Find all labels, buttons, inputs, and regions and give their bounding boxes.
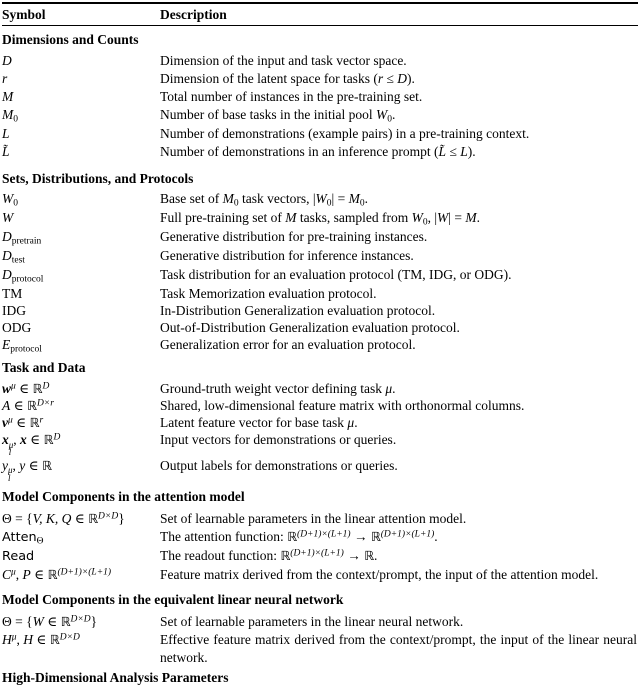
table-body xyxy=(2,31,640,687)
description-cell: Number of demonstrations in an inference prompt (L̃ ≤ L). xyxy=(160,144,476,160)
symbol-cell: TM xyxy=(2,286,23,302)
math-segment-cal: E xyxy=(2,337,11,353)
table-row xyxy=(2,190,640,209)
table-row xyxy=(2,528,640,547)
description-cell: Latent feature vector for base task μ. xyxy=(160,415,358,431)
math-segment-bb: ℝ xyxy=(29,415,40,431)
math-segment-sub: 0 xyxy=(13,198,18,209)
description-cell: Dimension of the latent space for tasks (r ≤ D). xyxy=(160,71,415,87)
symbol-cell: Θ = {W ∈ ℝ$^{D\times D}$} xyxy=(2,614,98,630)
symbol-cell xyxy=(2,209,160,228)
math-segment-i: A xyxy=(2,398,11,414)
table-row xyxy=(2,547,640,566)
table-row xyxy=(2,510,640,528)
math-segment-cal: D xyxy=(2,248,12,264)
symbol-cell: Θ = {V, K, Q ∈ ℝ$^{D\times D}$} xyxy=(2,511,125,527)
table-section xyxy=(2,170,640,355)
table-row xyxy=(2,88,640,106)
math-segment-bb: ℝ xyxy=(49,632,60,648)
description-cell: Dimension of the input and task vector space. xyxy=(160,53,407,69)
math-segment-stack xyxy=(8,439,14,458)
math-segment-cal: W xyxy=(411,210,423,226)
math-segment-cal: W xyxy=(375,107,388,123)
section-title: Model Components in the attention model xyxy=(2,489,245,505)
description-cell: Effective feature matrix derived from the context/prompt, the input of the linear neural network. xyxy=(160,632,637,666)
math-segment-i: D xyxy=(397,71,408,87)
math-segment-sub: 0 xyxy=(326,198,332,209)
math-segment-sub: protocol xyxy=(11,274,44,285)
symbol-cell xyxy=(2,247,160,266)
table-row xyxy=(2,70,640,88)
math-segment-cal: W xyxy=(315,191,327,207)
math-segment-supi: μ xyxy=(11,632,17,643)
symbol-cell xyxy=(2,190,160,209)
math-segment-i: V, K, Q xyxy=(32,511,72,527)
math-segment-i: M xyxy=(2,107,14,123)
stack-sub: l xyxy=(8,447,12,458)
math-segment-bb: ℝ xyxy=(370,529,381,545)
math-segment-i: L̃ xyxy=(2,144,10,160)
symbol-cell xyxy=(2,547,160,566)
math-segment-i: r xyxy=(377,71,384,87)
table-row xyxy=(2,209,640,228)
symbol-cell: y μ l , y ∈ ℝ xyxy=(2,457,52,483)
description-cell: Set of learnable parameters in the linear neural network. xyxy=(160,614,464,630)
description-cell: Number of demonstrations (example pairs) in a pre-training context. xyxy=(160,126,530,142)
table-row xyxy=(2,336,640,355)
symbol-cell: $H^\mu$, H ∈ ℝ$^{D\times D}$ xyxy=(2,632,80,648)
math-segment-bi: v xyxy=(2,415,8,431)
section-rows xyxy=(2,190,640,355)
section-title: Model Components in the equivalent linear neural network xyxy=(2,592,344,608)
math-segment-sub: test xyxy=(11,255,25,266)
table-row xyxy=(2,457,640,483)
math-segment-supi: D×D xyxy=(70,614,91,625)
symbol-cell: IDG xyxy=(2,303,26,319)
math-segment-i: μ xyxy=(347,415,355,431)
table-row xyxy=(2,613,640,631)
math-segment-i: C xyxy=(2,567,12,583)
math-segment-i: μ xyxy=(385,381,393,397)
description-cell: In-Distribution Generalization evaluation protocol. xyxy=(160,303,436,319)
description-cell: Set of learnable parameters in the linear attention model. xyxy=(160,511,467,527)
description-cell: Base set of M0 task vectors, |W0| = M0. xyxy=(160,191,368,209)
symbol-cell xyxy=(2,70,160,88)
table-section xyxy=(2,488,640,584)
table-row xyxy=(2,302,640,319)
description-cell: Task Memorization evaluation protocol. xyxy=(160,286,377,302)
table-row xyxy=(2,431,640,457)
math-segment-supi: (D+1)×(L+1) xyxy=(57,567,112,578)
table-row xyxy=(2,266,640,285)
description-cell: The attention function: ℝ$^{(D+1)\times(L+1)}$ → ℝ$^{(D+1)\times(L+1)}$. xyxy=(160,529,438,545)
description-cell: Shared, low-dimensional feature matrix with orthonormal columns. xyxy=(160,398,525,414)
description-cell: Number of base tasks in the initial pool W0. xyxy=(160,107,396,125)
math-segment-i: H xyxy=(2,632,12,648)
math-segment-supi: D×D xyxy=(98,511,119,522)
table-row xyxy=(2,397,640,414)
math-segment-supi: (D+1)×(L+1) xyxy=(297,529,351,540)
math-segment-i: H xyxy=(23,632,34,648)
math-segment-supi: (D+1)×(L+1) xyxy=(290,548,344,559)
math-segment-supi: D xyxy=(53,432,61,443)
symbol-cell xyxy=(2,528,160,547)
symbol-cell: x μ l , x ∈ ℝ$^D$ xyxy=(2,432,61,458)
description-cell: Full pre-training set of M tasks, sampled from W0, |W| = M. xyxy=(160,210,480,228)
description-cell: Generative distribution for pre-training instances. xyxy=(160,229,428,245)
table-row xyxy=(2,143,640,161)
stack-sup: μ xyxy=(8,465,13,476)
math-segment-bi: x xyxy=(2,432,9,448)
math-segment-i: L xyxy=(2,126,10,142)
math-segment-i: M xyxy=(465,210,477,226)
math-segment-i: P xyxy=(22,567,31,583)
symbol-cell xyxy=(2,266,160,285)
description-cell: Generative distribution for inference instances. xyxy=(160,248,414,264)
math-segment-supi: μ xyxy=(8,415,13,426)
math-segment-bb: ℝ xyxy=(280,548,291,564)
math-segment-supi: r xyxy=(39,415,44,426)
table-row xyxy=(2,125,640,143)
math-segment-cal: D xyxy=(2,267,12,283)
symbol-cell: $w^\mu$ ∈ ℝ$^D$ xyxy=(2,381,50,397)
symbol-cell: $v^\mu$ ∈ ℝ$^r$ xyxy=(2,415,44,431)
table-section xyxy=(2,31,640,161)
symbol-cell: A ∈ ℝ$^{D\times r}$ xyxy=(2,398,54,414)
math-segment-cal: W xyxy=(437,210,449,226)
math-segment-sub: 0 xyxy=(359,198,365,209)
math-segment-sub: protocol xyxy=(10,344,42,355)
math-segment-bb: ℝ xyxy=(43,432,54,448)
math-segment-sub: Θ xyxy=(36,536,44,547)
column-header-symbol: Symbol xyxy=(2,7,46,22)
description-cell: Total number of instances in the pre-training set. xyxy=(160,89,423,105)
math-segment-bb: ℝ xyxy=(364,548,374,564)
symbol-cell xyxy=(2,228,160,247)
math-segment-bb: ℝ xyxy=(32,381,43,397)
table-row xyxy=(2,380,640,397)
section-rows xyxy=(2,613,640,667)
math-segment-supi: D×D xyxy=(59,632,80,643)
header-rule xyxy=(2,25,638,26)
math-segment-sf: Atten xyxy=(2,530,37,546)
section-rows xyxy=(2,510,640,584)
math-segment-i: r xyxy=(2,71,8,87)
math-segment-i: W xyxy=(32,614,44,630)
math-segment-bb: ℝ xyxy=(42,457,52,473)
table-row xyxy=(2,319,640,336)
section-title: Dimensions and Counts xyxy=(2,32,139,48)
math-segment-stack xyxy=(8,467,13,482)
math-segment-i: D xyxy=(2,53,12,69)
description-cell: Ground-truth weight vector defining task μ. xyxy=(160,381,396,397)
math-segment-sf: Read xyxy=(2,549,35,565)
stack-sup: μ xyxy=(8,439,14,450)
section-title: Sets, Distributions, and Protocols xyxy=(2,171,194,187)
table-section xyxy=(2,359,640,482)
math-segment-i: M xyxy=(222,191,234,207)
math-segment-cal: D xyxy=(2,229,12,245)
description-cell: Task distribution for an evaluation protocol (TM, IDG, or ODG). xyxy=(160,267,512,283)
math-segment-sub: pretrain xyxy=(11,236,42,247)
table-row xyxy=(2,566,640,584)
math-segment-bb: ℝ xyxy=(60,614,71,630)
table-section xyxy=(2,591,640,667)
math-segment-supi: μ xyxy=(11,567,16,578)
table-row xyxy=(2,631,640,667)
description-cell: Input vectors for demonstrations or queries. xyxy=(160,432,397,448)
table-row xyxy=(2,247,640,266)
description-cell: Generalization error for an evaluation protocol. xyxy=(160,337,416,353)
symbol-cell xyxy=(2,143,160,161)
stack-sub: l xyxy=(8,472,11,483)
symbol-cell xyxy=(2,336,160,355)
section-rows xyxy=(2,52,640,161)
math-segment-i: y xyxy=(2,457,8,473)
table-header-row xyxy=(2,4,640,25)
math-segment-i: M xyxy=(2,89,14,105)
math-segment-bb: ℝ xyxy=(47,567,58,583)
math-segment-cal: W xyxy=(2,191,14,207)
math-segment-i: L xyxy=(460,144,468,160)
section-title: Task and Data xyxy=(2,360,86,376)
math-segment-supi: (D+1)×(L+1) xyxy=(380,529,435,540)
symbol-cell xyxy=(2,88,160,106)
section-title: High-Dimensional Analysis Parameters xyxy=(2,670,229,686)
notation-table-page xyxy=(0,2,640,686)
math-segment-bi: w xyxy=(2,381,12,397)
math-segment-i: y xyxy=(19,457,26,473)
symbol-cell: ODG xyxy=(2,320,32,336)
math-segment-i: M xyxy=(285,210,297,226)
symbol-cell xyxy=(2,125,160,143)
table-row xyxy=(2,414,640,431)
math-segment-bb: ℝ xyxy=(88,511,99,527)
math-segment-supi: D×r xyxy=(36,398,54,409)
symbol-cell xyxy=(2,52,160,70)
description-cell: The readout function: ℝ$^{(D+1)\times(L+1)}$ → ℝ. xyxy=(160,548,378,564)
math-segment-bb: ℝ xyxy=(27,398,37,414)
table-row xyxy=(2,52,640,70)
symbol-cell xyxy=(2,106,160,125)
math-segment-bi: x xyxy=(20,432,27,448)
math-segment-bb: ℝ xyxy=(287,529,298,545)
math-segment-cal: W xyxy=(2,210,14,226)
table-row xyxy=(2,228,640,247)
math-segment-supi: μ xyxy=(11,381,16,392)
math-segment-i: M xyxy=(348,191,360,207)
math-segment-supi: D xyxy=(42,381,50,392)
math-segment-sub: 0 xyxy=(13,114,18,125)
table-section xyxy=(2,669,640,687)
description-cell: Out-of-Distribution Generalization evaluation protocol. xyxy=(160,320,460,336)
math-segment-sub: 0 xyxy=(422,217,428,228)
symbol-cell: $C^\mu$, P ∈ ℝ$^{(D+1)\times(L+1)}$ xyxy=(2,567,112,583)
description-cell: Feature matrix derived from the context/prompt, the input of the attention model. xyxy=(160,567,599,583)
description-cell: Output labels for demonstrations or queries. xyxy=(160,457,398,473)
table-row xyxy=(2,285,640,302)
section-rows xyxy=(2,380,640,482)
math-segment-sub: 0 xyxy=(233,198,239,209)
math-segment-sub: 0 xyxy=(387,114,392,125)
column-header-description: Description xyxy=(160,7,227,22)
math-segment-i: L̃ xyxy=(438,144,447,160)
table-row xyxy=(2,106,640,125)
